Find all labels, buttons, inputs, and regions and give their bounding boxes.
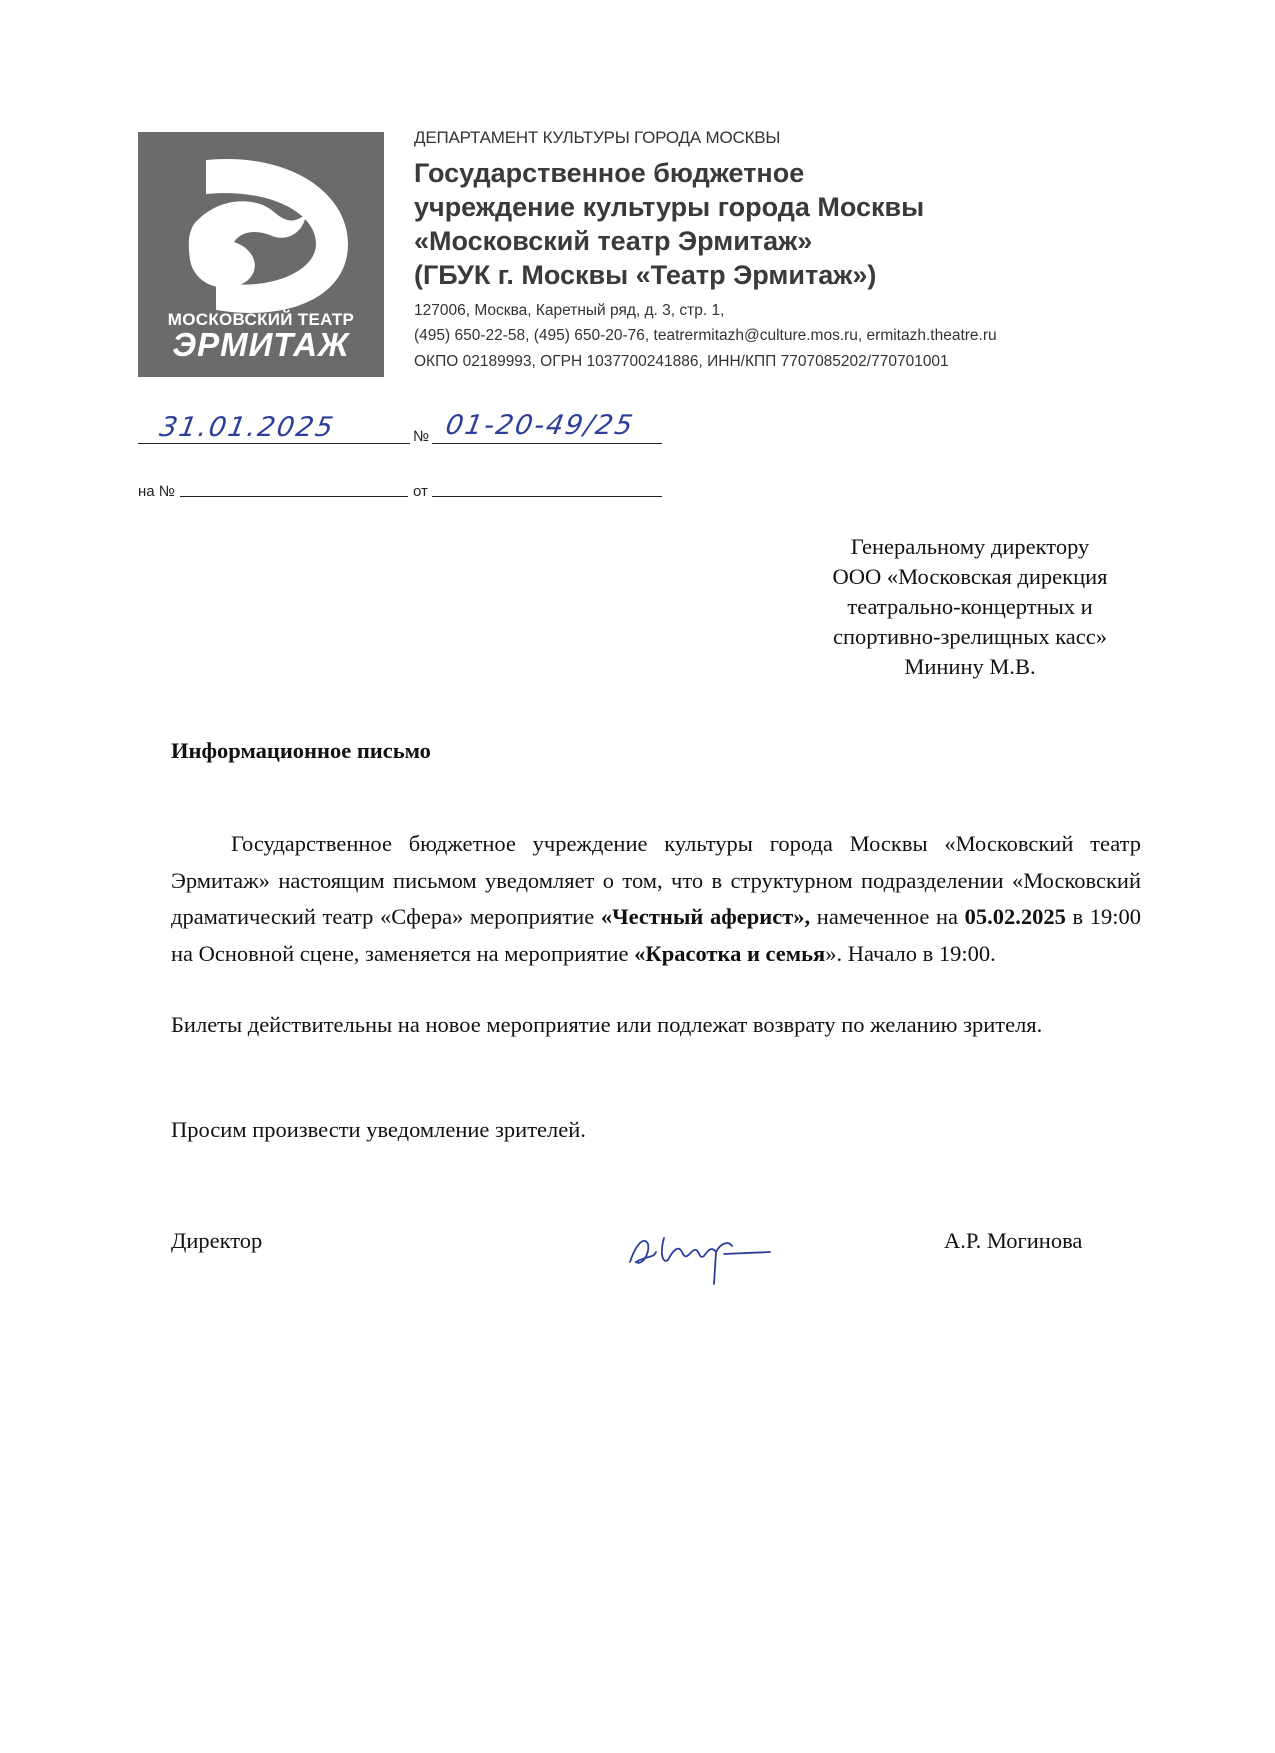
reply-label: на № [138,483,175,500]
letter-paragraph [171,826,1141,972]
org-line: Государственное бюджетное [414,158,805,188]
org-line: учреждение культуры города Москвы [414,192,925,222]
date-line [138,443,410,444]
addressee-line: Минину М.В. [904,654,1036,679]
event-name-new: «Красотка и семья [634,940,826,966]
department-name: ДЕПАРТАМЕНТ КУЛЬТУРЫ ГОРОДА МОСКВЫ [414,128,781,147]
signatory-name: А.Р. Могинова [944,1228,1083,1253]
org-contacts: (495) 650-22-58, (495) 650-20-76, teatrermitazh@culture.mos.ru, ermitazh.theatre.ru [414,327,997,344]
text-run: ». Начало в 19:00. [825,940,996,966]
signatory-role: Директор [171,1228,263,1253]
theatre-logo [138,132,384,377]
text-run: в 19:00 на Основной сцене, заменяется на мероприятие [171,904,1142,966]
reply-line [180,496,408,497]
handwritten-date: 31.01.2025 [157,412,338,443]
org-line: «Московский театр Эрмитаж» [414,226,813,256]
text-run: намеченное на [810,904,965,929]
from-label: от [413,483,428,500]
addressee-block [780,532,1160,682]
logo-text-bottom: ЭРМИТАЖ [172,326,350,363]
number-line [432,443,662,444]
letter-paragraph: Просим произвести уведомление зрителей. [171,1117,586,1142]
org-line: (ГБУК г. Москвы «Театр Эрмитаж») [414,260,877,290]
handwritten-signature [620,1222,780,1292]
text-run: Государственное бюджетное учреждение культуры города Москвы «Московский театр Эрмитаж» настоящим письмом уведомляет о том, что в структурном подразделении «Московский драматический театр «Сфера» мероприятие [171,831,1141,929]
handwritten-number: 01-20-49/25 [443,410,637,441]
logo-text-top: МОСКОВСКИЙ ТЕАТР [167,310,355,329]
event-date: 05.02.2025 [964,904,1066,929]
organization-name [414,156,924,292]
letter-title: Информационное письмо [171,738,431,763]
addressee-line: спортивно-зрелищных касс» [832,624,1108,649]
letter-paragraph: Билеты действительны на новое мероприятие или подлежат возврату по желанию зрителя. [171,1012,1043,1037]
number-label: № [413,428,430,445]
addressee-line: театрально-концертных и [847,594,1093,619]
addressee-line: Генеральному директору [850,534,1090,559]
addressee-line: ООО «Московская дирекция [832,564,1108,589]
from-line [432,496,662,497]
event-name-old: «Честный аферист», [600,904,811,929]
org-address: 127006, Москва, Каретный ряд, д. 3, стр. 1, [414,302,725,319]
org-codes: ОКПО 02189993, ОГРН 1037700241886, ИНН/КПП 7707085202/770701001 [414,353,949,370]
